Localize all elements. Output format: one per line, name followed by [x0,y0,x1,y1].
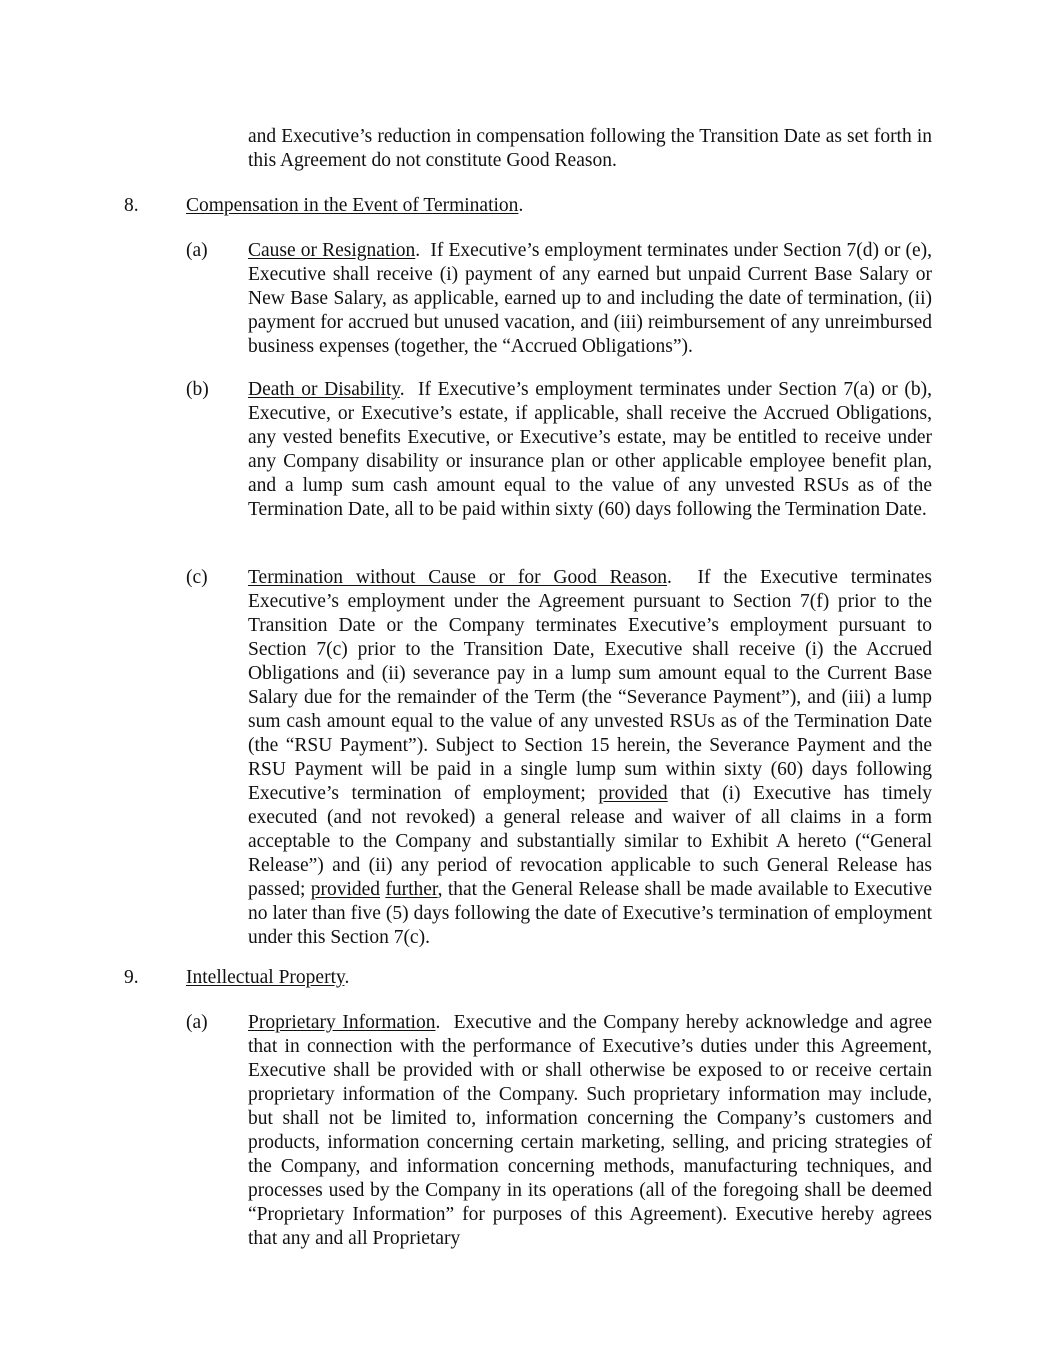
section-8c-provided-1: provided [598,783,668,804]
section-9a-title: Proprietary Information [248,1012,436,1033]
section-8b-text: If Executive’s employment terminates under Section 7(a) or (b), Executive, or Executive’s estate, if applicable, shall receive the Accrued Obligations, any vested benefits Executive, or Executive’s estate, may be entitled to receive under any Company disability or insurance plan or other applicable employee benefit plan, and a lump sum cash amount equal to the value of any unvested RSUs as of the Termination Date, all to be paid within sixty (60) days following the Termination Date. [248,379,932,520]
section-8-title: Compensation in the Event of Termination [186,195,519,216]
section-8c-further: further [385,879,438,900]
section-8b-paragraph: Death or Disability. If Executive’s employment terminates under Section 7(a) or (b), Executive, or Executive’s estate, if applicable, shall receive the Accrued Obligations, any vested benefits Executive, or Executive’s estate, may be entitled to receive under any Company disability or insurance plan or other applicable employee benefit plan, and a lump sum cash amount equal to the value of any unvested RSUs as of the Termination Date, all to be paid within sixty (60) days following the Termination Date. [248,379,932,520]
section-8b-label: (b) [186,379,209,400]
section-9-title: Intellectual Property [186,967,345,988]
section-9-heading: Intellectual Property. [186,967,350,988]
section-8a-label: (a) [186,240,208,261]
section-8b-title: Death or Disability [248,379,400,400]
section-8-heading: Compensation in the Event of Termination. [186,195,524,216]
section-8a-text: If Executive’s employment terminates under Section 7(d) or (e), Executive shall receive (i) payment of any earned but unpaid Current Base Salary or New Base Salary, as applicable, earned up to and including the date of termination, (ii) payment for accrued but unused vacation, and (iii) reimbursement of any unreimbursed business expenses (together, the “Accrued Obligations”). [248,240,933,357]
section-9a-text: Executive and the Company hereby acknowledge and agree that in connection with the performance of Executive’s duties under this Agreement, Executive shall be provided with or shall otherwise be exposed to or receive certain proprietary information of the Company. Such proprietary information may include, but shall not be limited to, information concerning the Company’s customers and products, information concerning certain marketing, selling, and pricing strategies of the Company, and information concerning methods, manufacturing techniques, and processes used by the Company in its operations (all of the foregoing shall be deemed “Proprietary Information” for purposes of this Agreement). Executive hereby agrees that any and all Proprietary [248,1012,932,1249]
section-8c-text-2: that (i) Executive has timely executed (and not revoked) a general release and waiver of all claims in a form acceptable to the Company and substantially similar to Exhibit A hereto (“General Release”) and (ii) any period of revocation applicable to such General Release has passed; [248,783,933,900]
section-8-number: 8. [124,195,139,216]
section-8a-title: Cause or Resignation [248,240,416,261]
section-8c-provided-2: provided [310,879,381,900]
section-9-number: 9. [124,967,139,988]
section-8c-text-3: , that the General Release shall be made available to Executive no later than five (5) days following the date of Executive’s termination of employment under this Section 7(c). [248,879,932,948]
intro-paragraph: and Executive’s reduction in compensation following the Transition Date as set forth in this Agreement do not constitute Good Reason. [248,126,932,171]
section-8c-label: (c) [186,567,208,588]
section-9a-paragraph: Proprietary Information. Executive and the Company hereby acknowledge and agree that in connection with the performance of Executive’s duties under this Agreement, Executive shall be provided with or shall otherwise be exposed to or receive certain proprietary information of the Company. Such proprietary information may include, but shall not be limited to, information concerning the Company’s customers and products, information concerning certain marketing, selling, and pricing strategies of the Company, and information concerning methods, manufacturing techniques, and processes used by the Company in its operations (all of the foregoing shall be deemed “Proprietary Information” for purposes of this Agreement). Executive hereby agrees that any and all Proprietary [248,1012,932,1249]
section-9a-label: (a) [186,1012,208,1033]
section-8c-paragraph: Termination without Cause or for Good Reason. If the Executive terminates Executive’s employment under the Agreement pursuant to Section 7(f) prior to the Transition Date or the Company terminates Executive’s employment pursuant to Section 7(c) prior to the Transition Date, Executive shall receive (i) the Accrued Obligations and (ii) severance pay in a lump sum amount equal to the Current Base Salary due for the remainder of the Term (the “Severance Payment”), and (iii) a lump sum cash amount equal to the value of any unvested RSUs as of the Termination Date (the “RSU Payment”). Subject to Section 15 herein, the Severance Payment and the RSU Payment will be paid in a single lump sum within sixty (60) days following Executive’s termination of employment; provided that (i) Executive has timely executed (and not revoked) a general release and waiver of all claims in a form acceptable to the Company and substantially similar to Exhibit A hereto (“General Release”) and (ii) any period of revocation applicable to such General Release has passed; provided further, that the General Release shall be made available to Executive no later than five (5) days following the date of Executive’s termination of employment under this Section 7(c). [248,567,933,948]
section-8a-paragraph: Cause or Resignation. If Executive’s employment terminates under Section 7(d) or (e), Executive shall receive (i) payment of any earned but unpaid Current Base Salary or New Base Salary, as applicable, earned up to and including the date of termination, (ii) payment for accrued but unused vacation, and (iii) reimbursement of any unreimbursed business expenses (together, the “Accrued Obligations”). [248,240,933,357]
section-8c-title: Termination without Cause or for Good Reason [248,567,667,588]
section-8c-text-1: If the Executive terminates Executive’s employment under the Agreement pursuant to Section 7(f) prior to the Transition Date or the Company terminates Executive’s employment pursuant to Section 7(c) prior to the Transition Date, Executive shall receive (i) the Accrued Obligations and (ii) severance pay in a lump sum amount equal to the Current Base Salary due for the remainder of the Term (the “Severance Payment”), and (iii) a lump sum cash amount equal to the value of any unvested RSUs as of the Termination Date (the “RSU Payment”). Subject to Section 15 herein, the Severance Payment and the RSU Payment will be paid in a single lump sum within sixty (60) days following Executive’s termination of employment; [248,567,933,804]
